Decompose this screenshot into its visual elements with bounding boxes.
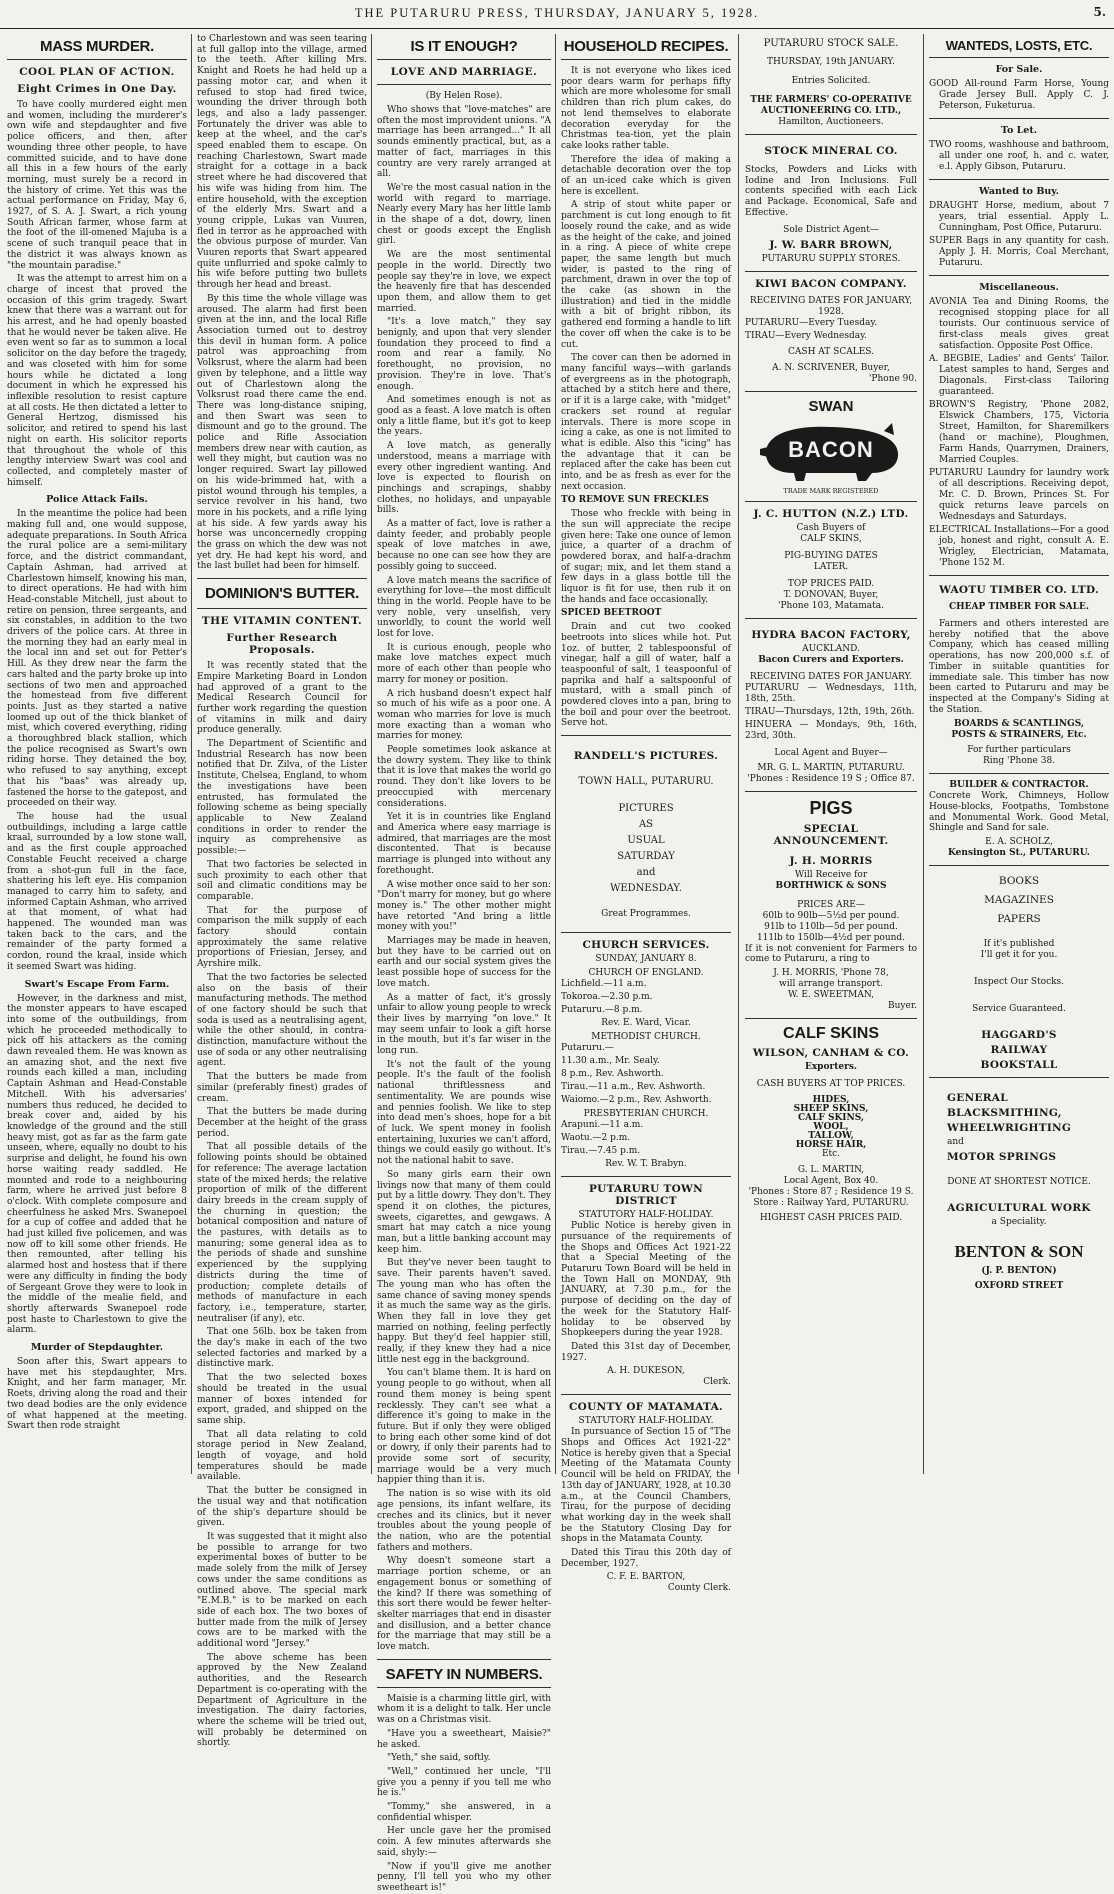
ad-title: PIGS — [809, 797, 853, 818]
divider — [745, 1018, 917, 1019]
ad-line: Sole District Agent— — [783, 224, 879, 235]
article-subhead: Eight Crimes in One Day. — [17, 83, 177, 95]
ad-title: RANDELL'S PICTURES. — [573, 750, 719, 763]
ad-item: TALLOW, — [808, 1130, 854, 1141]
masthead — [0, 0, 1114, 29]
ad-line: 'Phone 103, Matamata. — [778, 600, 884, 611]
ad-line: Bacon Curers and Exporters. — [758, 654, 904, 665]
paragraph: "Have you a sweetheart, Maisie?" he asked. — [377, 1728, 551, 1750]
column-household — [558, 34, 734, 1594]
ad-line: 'Phones : Store 87 ; Residence 19 S. — [748, 1186, 914, 1197]
church-name: PRESBYTERIAN CHURCH. — [583, 1109, 709, 1120]
ad-line: and — [947, 1137, 964, 1148]
ad-line: CHEAP TIMBER FOR SALE. — [948, 602, 1089, 612]
ad-body: Farmers and others interested are hereby notified that the above Company, which has ceased milling operations, has now 200,000 s.f. of Timber in suitable quantities for immediate sale. This timber has now been carted to Putaruru and may be inspected at the Company's Siding at the Station. — [929, 619, 1109, 715]
column-rule — [371, 34, 372, 1474]
ad-line: AGRICULTURAL WORK — [947, 1202, 1091, 1215]
paragraph: "Now if you'll give me another penny, I'll tell you who my other sweetheart is!" — [377, 1861, 551, 1893]
paragraph: It's not the fault of the young people. It's the fault of the foolish national thriftlessness and sentimentality. We are pounds wise and pennies foolish. We like to step into dead men's shoes, hope for a bit of luck. We spent money in foolish entertaining, luxuries we can't afford, things we could easily go without. It's not the national habit to save. — [377, 1059, 551, 1167]
paragraph: That the butter be consigned in the usual way and that notification of the ship's departure should be given. — [197, 1486, 367, 1529]
classified-ad: PUTARURU Laundry for laundry work of all descriptions. Receiving depot, Mr. C. D. Brown, Princes St. For quick returns leave parcels on Wednesdays and Saturdays. — [929, 468, 1109, 522]
minister: Rev. W. T. Brabyn. — [605, 1159, 687, 1170]
ad-line: USUAL — [627, 835, 665, 847]
divider — [929, 865, 1109, 866]
ad-item: Etc. — [821, 1148, 841, 1159]
notice-county — [561, 1401, 731, 1594]
classified-ad: DRAUGHT Horse, medium, about 7 years, trial essential. Apply L. Cunningham, Post Office, Putaruru. — [929, 201, 1109, 233]
ad-line: BOOKS — [998, 875, 1040, 888]
paragraph: The cover can then be adorned in many fanciful ways—with garlands of evergreens as in the photograph, attached by a stitch here and there, or if it is a large cake, with "midget" crackers set round at regular intervals. There is more scope in icing a cake, as one is not limited to what is edible. Also this "icing" has the advantage that it can be replaced after the cake has been cut into, and be as fresh as ever for the next occasion. — [561, 353, 731, 492]
paragraph: Soon after this, Swart appears to have met his stepdaughter, Mrs. Knight, and her farm manager, Mr. Roets, driving along the road and their two dead bodies are the only evidence of what happened at the meeting. Swart then rode straight — [7, 1357, 187, 1432]
notice-body: In pursuance of Section 15 of "The Shops and Offices Act 1921-22" Notice is hereby given that a Special Meeting of the Matamata County Council will be held on FRIDAY, the 13th day of JANUARY, 1928, at 10.30 a.m., at the Council Chambers, Tirau, for the purpose of deciding what working day in the week shall be the Statutory Closing Day for shops in the Matamata County. — [561, 1427, 731, 1545]
church-services — [561, 939, 731, 1170]
notice-title: COUNTY OF MATAMATA. — [569, 1401, 723, 1414]
paragraph: A love match means the sacrifice of everything for love—the most difficult thing in the world. People have to be very noble, very unselfish, very unworldly, to count the world well lost for love. — [377, 575, 551, 640]
divider — [929, 118, 1109, 119]
ad-body: Stocks, Powders and Licks with Iodine and Iron Inclusions. Full contents specified with each Lick and Package. Economical, Safe and Effective. — [745, 165, 917, 218]
section-headline: WANTEDS, LOSTS, ETC. — [929, 38, 1109, 58]
ad-line: SATURDAY — [617, 851, 675, 863]
divider — [929, 575, 1109, 576]
article-headline: DOMINION'S BUTTER. — [205, 585, 359, 603]
ad-line: PUTARURU—Every Tuesday. — [745, 317, 878, 328]
paragraph: Drain and cut two cooked beetroots into slices while hot. Put 1oz. of butter, 2 tablespoonsful of vinegar, half a gill of water, half a teaspoonful of salt, 1 teaspoonful of paprika and half a saltspoonful of mustard, with a small pinch of powdered cloves into a pan, bring to the boil and pour over the beetroot. Serve hot. — [561, 622, 731, 729]
paragraph: "Tommy," she answered, in a confidential whisper. — [377, 1802, 551, 1823]
trade-mark: TRADE MARK REGISTERED — [783, 486, 879, 495]
ad-item: WOOL, — [813, 1121, 849, 1132]
ad-item: HORSE HAIR, — [795, 1139, 867, 1150]
ad-line: OXFORD STREET — [974, 1281, 1064, 1292]
classified-ad: TWO rooms, washhouse and bathroom, all under one roof, h. and c. water, e.l. Apply Gibson, Putaruru. — [929, 140, 1109, 172]
notice-sign: C. F. E. BARTON, — [606, 1572, 686, 1583]
paragraph: "It's a love match," they say benignly, and upon that very slender foundation they proceed to find a room and rear a family. No forethought, no provision, no provision. They're in love. That's enough. — [377, 317, 551, 392]
service-time: Putaruru.—8 p.m. — [561, 1005, 643, 1016]
category-heading: Miscellaneous. — [979, 282, 1059, 293]
ad-line: 'Phone 90. — [868, 373, 917, 384]
service-time: 11.30 a.m., Mr. Sealy. — [561, 1056, 660, 1067]
service-time: Lichfield.—11 a.m. — [561, 979, 647, 990]
church-date: SUNDAY, JANUARY 8. — [595, 954, 697, 965]
ad-line: W. E. SWEETMAN, — [787, 989, 875, 1000]
paragraph: Maisie is a charming little girl, with whom it is a delight to talk. Her uncle was on a Christmas visit. — [377, 1693, 551, 1726]
notice-title: PUTARURU TOWN DISTRICT — [588, 1183, 704, 1208]
ad-title: WAOTU TIMBER CO. LTD. — [939, 584, 1099, 596]
ad-body: If it is not convenient for Farmers to come to Putaruru, a ring to — [745, 943, 917, 965]
ad-title: PUTARURU STOCK SALE. — [763, 38, 899, 49]
ad-line: HINUERA — Mondays, 9th, 16th, 23rd, 30th. — [745, 719, 917, 741]
paragraph: "Well," continued her uncle, "I'll give you a penny if you tell me who he is." — [377, 1766, 551, 1799]
notice-town-district — [561, 1183, 731, 1388]
paragraph: A wise mother once said to her son: "Don't marry for money, but go where money is." The other mother might have retorted "And bring a little money with you!" — [377, 879, 551, 933]
ad-line: 60lb to 90lb—5½d per pound. — [762, 910, 900, 921]
ad-tagline: Great Programmes. — [601, 909, 691, 920]
ad-line: WILSON, CANHAM & CO. — [752, 1046, 910, 1059]
service-time: Tirau.—7.45 p.m. — [561, 1146, 641, 1157]
ad-line: TIRAU—Thursdays, 12th, 19th, 26th. — [745, 706, 915, 717]
ad-line: PICTURES — [618, 803, 674, 815]
service-time: Arapuni.—11 a.m. — [561, 1120, 644, 1131]
notice-role: Clerk. — [703, 1377, 731, 1388]
ad-line: BOARDS & SCANTLINGS, — [953, 719, 1085, 730]
ad-line: BORTHWICK & SONS — [775, 880, 887, 891]
ad-line: J. W. BARR BROWN, — [769, 238, 893, 251]
paragraph: It was the attempt to arrest him on a charge of incest that proved the occasion of this grim tragedy. Swart knew that there was a warrant out for his arrest, and he had openly boasted that he would never be taken alive. He even went so far as to summon a local solicitor on the day before the tragedy, and was closeted with him for some hours while he dictated a long document in which he expressed his inflexible resolution to resist capture at all costs. He then dictated a letter to General Hertzog, dismissed his solicitor, and retired to spend his last night on earth. His solicitor reports that throughout the whole of this lengthy interview Swart was cool and collected, and completely master of himself. — [7, 274, 187, 488]
ad-line: BLACKSMITHING, — [947, 1107, 1062, 1120]
column-mass-murder — [4, 34, 190, 1474]
paragraph: That the butters be made from similar (preferably finest) grades of cream. — [197, 1072, 367, 1104]
paragraph: That one 56lb. box be taken from the day's make in each of the two selected factories and marked by a distinctive mark. — [197, 1327, 367, 1370]
ad-line: THE FARMERS' CO-OPERATIVE AUCTIONEERING CO. LTD., — [750, 95, 912, 116]
column-dominion-butter — [194, 34, 370, 1749]
ad-title: KIWI BACON COMPANY. — [755, 277, 907, 290]
ad-line: (J. P. BENTON) — [981, 1266, 1057, 1277]
article-headline: SAFETY IN NUMBERS. — [377, 1666, 551, 1688]
paragraph: The Department of Scientific and Industrial Research has now been notified that Dr. Zilva, of the Lister Institute, Chelsea, England, to whom the investigations have been entrusted, has formulated the following scheme as being specially applicable to New Zealand conditions in order to render the inquiry as comprehensive as possible:— — [197, 739, 367, 857]
column-rule — [191, 34, 192, 1474]
paragraph: A strip of stout white paper or parchment is cut long enough to fit loosely round the cake, and as wide as the height of the cake, and joined in a ring. A piece of white crepe paper, the same length but much wider, is pasted to the ring of parchment, drawn in over the top of the cake (as shown in the illustration) and tied in the middle with a bit of bright ribbon, its gathered end forming a handle to lift the cover off when the cake is to be cut. — [561, 200, 731, 350]
ad-line: CALF SKINS, — [800, 533, 862, 544]
article-headline: MASS MURDER. — [7, 38, 187, 60]
paragraph: You can't blame them. It is hard on young people to go without, when all round them money is being spent recklessly. They can't see what a difference it's going to make in the future. But if only they were obliged to bring each other some kind of dot or dowry, if only their parents had to provide some sort of security, marriage would be a very much happier thing than it is. — [377, 1368, 551, 1486]
ad-line: PAPERS — [997, 913, 1041, 926]
ad-title: BUILDER & CONTRACTOR. — [949, 780, 1089, 791]
notice-sign: A. H. DUKESON, — [607, 1366, 685, 1377]
divider — [377, 1659, 551, 1660]
ad-line: T. DONOVAN, Buyer, — [783, 589, 879, 600]
ad-line: E. A. SCHOLZ, — [985, 837, 1053, 848]
section-subhead: Swart's Escape From Farm. — [24, 978, 170, 990]
service-time: Waotu.—2 p.m. — [561, 1133, 631, 1144]
ad-line: HIGHEST CASH PRICES PAID. — [759, 1212, 903, 1223]
paragraph: Her uncle gave her the promised coin. A few minutes afterwards she said, shyly:— — [377, 1826, 551, 1858]
ad-line: WHEELWRIGHTING — [947, 1122, 1072, 1135]
divider — [745, 271, 917, 272]
paragraph: Who shows that "love-matches" are often the most improvident unions. "A marriage has been arranged..." It all sounds eminently practical, but, as a matter of fact, marriages in this country are very rarely arranged at all. — [377, 105, 551, 180]
paragraph: That the butters be made during December at the height of the grass period. — [197, 1107, 367, 1139]
ad-item: CALF SKINS, — [797, 1112, 865, 1123]
divider — [561, 932, 731, 933]
ad-line: and — [636, 867, 656, 879]
ad-item: SHEEP SKINS, — [793, 1103, 869, 1114]
paragraph: Yet it is in countries like England and America where easy marriage is admired, that marriages are the most discontented. That is because marriage is plunged into without any forethought. — [377, 812, 551, 876]
divider — [745, 391, 917, 392]
paragraph: Marriages may be made in heaven, but they have to be carried out on earth and our social system gives the least possible hope of success for the love match. — [377, 936, 551, 989]
notice-dated: Dated this 31st day of December, 1927. — [561, 1341, 731, 1363]
ad-line: Will Receive for — [794, 869, 868, 880]
column-rule — [555, 34, 556, 1474]
paragraph: Why doesn't someone start a marriage portion scheme, or an engagement bonus or something of the kind? If there was something of this sort there would be fewer helter-skelter marriages that end in disaster and disillusion, and a better chance for the marriage that may still be a love match. — [377, 1556, 551, 1653]
ad-line: PRICES ARE— — [797, 899, 865, 910]
divider — [377, 84, 551, 85]
ad-line: CASH BUYERS AT TOP PRICES. — [756, 1078, 906, 1089]
classified-ad: SUPER Bags in any quantity for cash. Apply J. H. Morris, Coal Merchant, Putaruru. — [929, 236, 1109, 268]
paragraph: It is curious enough, people who make love matches expect much more of each other than people who marry for money or position. — [377, 642, 551, 685]
ad-line: Buyer. — [888, 1000, 917, 1011]
service-time: Tokoroa.—2.30 p.m. — [561, 992, 653, 1003]
notice-sub: STATUTORY HALF-HOLIDAY. — [578, 1210, 714, 1221]
ad-line: THURSDAY, 19th JANUARY. — [767, 57, 895, 67]
ad-line: TOP PRICES PAID. — [787, 578, 875, 589]
paragraph: That all data relating to cold storage period in New Zealand, length of voyage, and hold temperatures should be made available. — [197, 1429, 367, 1483]
paragraph: But they've never been taught to save. Their parents haven't saved. The young man who has often the same chance of saving money spends it as much the same way as the girls. When they fall in love they get married on nothing, feeling perfectly happy. But they'd feel happier still, really, if they knew they had a nice little nest egg in the background. — [377, 1258, 551, 1365]
section-subhead: Police Attack Fails. — [46, 494, 148, 506]
ad-line: MR. G. L. MARTIN, PUTARURU. — [757, 762, 905, 773]
article-subhead: THE VITAMIN CONTENT. — [201, 615, 363, 628]
ad-line: WEDNESDAY. — [610, 883, 682, 895]
divider — [197, 608, 367, 609]
paragraph: To have coolly murdered eight men and women, including the murderer's own wife and stepdaughter and five police officers, and then, after wounding three other people, to have committed suicide, and to have done all this in a few hours of the early morning, must surely be a record in the history of crime. Yet this was the actual performance on Friday, May 6, 1927, of S. A. J. Swart, a rich young South African farmer, whose farm at the foot of the ill-omened Majuba is a scene of such tranquil peace that in the district it was always known as "the mountain paradise." — [7, 100, 187, 271]
divider — [745, 501, 917, 502]
classified-ad: ELECTRICAL Installations—For a good job, honest and right, consult A. E. Wrigley, Electrician, Matamata, 'Phone 152 M. — [929, 525, 1109, 568]
classified-ad: GOOD All-round Farm Horse, Young Grade Jersey Bull. Apply C. J. Peterson, Fuketurua. — [929, 79, 1109, 111]
ad-randell-pictures — [561, 750, 731, 920]
paragraph: That two factories be selected in such proximity to each other that soil and climatic conditions may be comparable. — [197, 859, 367, 902]
ad-line: Exporters. — [804, 1061, 858, 1072]
ad-line: Cash Buyers of — [796, 522, 866, 533]
ad-line: PUTARURU — Wednesdays, 11th, 18th, 25th. — [745, 682, 917, 704]
paragraph: The above scheme has been approved by the New Zealand authorities, and the Research Department is co-operating with the Department of Agriculture in the investigation. The dairy factories, where the scheme will be tried out, will probably be determined on shortly. — [197, 1652, 367, 1749]
ad-line: 111lb to 150lb—4½d per pound. — [756, 932, 906, 943]
article-headline: HOUSEHOLD RECIPES. — [561, 38, 731, 60]
ad-line: will arrange transport. — [779, 978, 883, 989]
ad-title: BENTON & SON — [954, 1242, 1084, 1262]
column-classifieds — [926, 34, 1112, 1474]
ad-line: G. L. MARTIN, — [797, 1164, 865, 1175]
swan-bacon-logo — [745, 398, 917, 495]
paragraph: That the two selected boxes should be treated in the usual manner of boxes intended for export, graded, and shipped on the same ship. — [197, 1373, 367, 1426]
ad-line: AS — [638, 819, 654, 831]
church-title: CHURCH SERVICES. — [582, 939, 710, 952]
ad-line: Entries Solicited. — [791, 76, 871, 86]
paragraph: A love match, as generally understood, means a marriage with every other ingredient wanting. And love is expected to flourish on pinchings and scrapings, shabby clothes, no holidays, and unpayable bills. — [377, 441, 551, 516]
ad-line: RECEIVING DATES FOR JANUARY, 1928. — [749, 295, 913, 317]
ad-item: HIDES, — [812, 1094, 850, 1105]
ad-line: DONE AT SHORTEST NOTICE. — [947, 1177, 1091, 1188]
paragraph: We're the most casual nation in the world with regard to marriage. Nearly every Mary has her little lamb in the shape of a dot, dowry, linen chest or goods except the English girl. — [377, 182, 551, 247]
ad-line: RECEIVING DATES FOR JANUARY. — [749, 671, 913, 682]
recipe-title: SPICED BEETROOT — [561, 608, 662, 619]
paragraph: As a matter of fact, it's grossly unfair to allow young people to wreck their lives by marrying "on love." It may seem unfair to look a gift horse in the mouth, but it's far wiser in the long run. — [377, 992, 551, 1057]
ad-line: MAGAZINES — [984, 894, 1054, 907]
paragraph: It is not everyone who likes iced poor dears warm for perhaps fifty which are more wholesome for small children than rich plum cakes, do not lend themselves to elaborate decoration everyday for the Christmas tea-tion, yet the plain cake looks rather table. — [561, 66, 731, 151]
ad-line: SPECIAL ANNOUNCEMENT. — [773, 822, 889, 847]
notice-sub: STATUTORY HALF-HOLIDAY. — [578, 1416, 714, 1427]
paragraph: In the meantime the police had been making full and, one would suppose, adequate preparations. In South Africa the rural police are a semi-military force, and the district commandant, Captain Ashman, had arrived at Charlestown himself, knowing his man, to direct operations. He had with him Head-constable Mitchell, just about to retire on pension, three sergeants, and six constables, in addition to the two drivers of the police cars. At three in the morning they had an early meal in the local inn and set out for Petter's Hill. As they drew near the farm the cars halted and the party broke up into sections of two men and approached the homestead from five different points. Just as they started a native loomed up out of the thick blanket of mist, which covered everything, riding a thoroughbred black stallion, which the police recognised as Swart's own riding horse. They detained the boy, who refused to say anything, except that his "baas" was already up, fastened the horse to the gatepost, and proceeded on their way. — [7, 509, 187, 809]
notice-dated: Dated this Tirau this 20th day of December, 1927. — [561, 1548, 731, 1569]
ad-line: Hamilton, Auctioneers. — [778, 117, 884, 127]
service-time: Putaruru.— — [561, 1043, 614, 1054]
divider — [745, 791, 917, 792]
paragraph: Therefore the idea of making a detachable decoration over the top of an un-iced cake which is given here is excellent. — [561, 154, 731, 197]
column-is-it-enough — [374, 34, 554, 1893]
byline: (By Helen Rose). — [425, 91, 503, 101]
paragraph: We are the most sentimental people in the world. Directly two people say they're in love, we expect the heavenly fire that has descended upon them, and allow them to get married. — [377, 250, 551, 314]
divider — [561, 1176, 731, 1177]
divider — [745, 134, 917, 135]
church-name: CHURCH OF ENGLAND. — [588, 968, 704, 979]
service-time: Waiomo.—2 p.m., Rev. Ashworth. — [561, 1095, 712, 1106]
ad-line: BOOKSTALL — [980, 1059, 1058, 1072]
masthead-title: THE PUTARURU PRESS, THURSDAY, JANUARY 5, 1928. — [354, 6, 760, 20]
divider — [929, 1077, 1109, 1078]
minister: Rev. E. Ward, Vicar. — [601, 1018, 691, 1029]
paragraph: By this time the whole village was aroused. The alarm had first been given at the inn, and the local Rifle Association turned out to destroy this devil in human form. A police patrol was approaching from Volksrust, where the alarm had been given by telephone, and a little way out of Charlestown along the Volksrust road there came the end. There was long-distance sniping, and then Swart was seen to dismount and go to the ground. The police and Rifle Association members drew near with caution, as well they might, but caution was no longer required. Swart lay pillowed on his wide-brimmed hat, with a pistol wound through his temples, a service revolver in his hand, two more in his pockets, and a rifle lying at his side. A few yards away his horse was unconcernedly cropping the grass on which the dew was not yet dry. He had kept his word, and the last bullet had been for himself. — [197, 293, 367, 572]
article-subhead: COOL PLAN OF ACTION. — [19, 66, 175, 78]
article-subhead: Further Research Proposals. — [226, 632, 338, 657]
ad-body: Concrete Work, Chimneys, Hollow House-blocks, Footpaths, Tombstone and Monumental Work. Good Metal, Shingle and Sand for sale. — [929, 791, 1109, 834]
logo-word: SWAN — [808, 397, 854, 415]
paragraph: A rich husband doesn't expect half so much of his wife as a poor one. A woman who marries for love is much more exacting than a woman who marries for money. — [377, 688, 551, 742]
classified-ad: BROWN'S Registry, 'Phone 2082, Elswick Chambers, 175, Victoria Street, Hamilton, for Sharemilkers (hand or machine), Ploughmen, Farm Hands, Quarrymen, Drainers, Married Couples. — [929, 400, 1109, 465]
service-time: Tirau.—11 a.m., Rev. Ashworth. — [561, 1082, 706, 1093]
ad-title: HYDRA BACON FACTORY, — [751, 628, 911, 641]
ad-item-list — [745, 1096, 917, 1159]
ad-benton — [929, 1092, 1109, 1292]
ad-line: TIRAU—Every Wednesday. — [745, 330, 867, 341]
ad-line: Store : Railway Yard, PUTARURU. — [753, 1197, 909, 1208]
ad-line: I'll get it for you. — [980, 950, 1058, 961]
ad-title: J. C. HUTTON (N.Z.) LTD. — [753, 507, 909, 520]
ad-line: PUTARURU SUPPLY STORES. — [761, 253, 901, 264]
ad-line: J. H. MORRIS — [789, 854, 873, 867]
category-heading: To Let. — [1000, 125, 1038, 136]
paragraph: The nation is so wise with its old age pensions, its infant welfare, its creches and its clinics, but it never troubles about the young people of the nation, who are the potential fathers and mothers. — [377, 1489, 551, 1553]
ad-line: GENERAL — [947, 1092, 1008, 1105]
paragraph: People sometimes look askance at the dowry system. They like to think that it is love that makes the world go round. They don't like lovers to be preoccupied with mercenary considerations. — [377, 745, 551, 809]
ad-line: 'Phones : Residence 19 S ; Office 87. — [747, 773, 915, 784]
ad-line: MOTOR SPRINGS — [947, 1151, 1057, 1164]
paragraph: As a matter of fact, love is rather a dainty feeder, and probably people speak of love matches in awe, because no one can see how they are possibly going to succeed. — [377, 519, 551, 572]
ad-title: CALF SKINS — [783, 1024, 879, 1042]
ad-line: Kensington St., PUTARURU. — [948, 848, 1090, 859]
paragraph: "Yeth," she said, softly. — [387, 1753, 491, 1764]
paragraph: That the two factories be selected also on the basis of their manufacturing methods. The method of one factory should be such that soda is used as a neutralising agent, while the other should, in contra-distinction, manufacture without the use of soda or any other neutralising agent. — [197, 972, 367, 1069]
page-number: 5. — [1093, 5, 1106, 19]
classified-ad: AVONIA Tea and Dining Rooms, the recognised stopping place for all tourists. Our continuous service of first-class meals gives great satisfaction. Opposite Post Office. — [929, 297, 1109, 351]
ad-line: J. H. MORRIS, 'Phone 78, — [773, 967, 889, 978]
ad-line: Inspect Our Stocks. — [973, 977, 1065, 988]
paragraph: to Charlestown and was seen tearing at full gallop into the village, armed to the teeth. After killing Mrs. Knight and Roets he had held up a passing motor car, and when it refused to stop had fired twice, wounding the driver through both legs, and also a lady passenger. Fortunately the driver was able to keep at the wheel, and the car's speed enabled them to escape. On reaching Charlestown, Swart made straight for a cottage in a back street where he had discovered that his wife was hiding from him. The entire household, with the exception of the elderly Mrs. Swart and a young cripple, Lukas van Vuuren, fled in terror as he approached with the obvious purpose of murder. Van Vuuren reports that Swart appeared quite unflurried and spoke calmly to his wife before putting two bullets through her head and breast. — [197, 34, 367, 291]
classified-ad: A. BEGBIE, Ladies' and Gents' Tailor. Latest samples to hand, Serges and Diagonals. First-class Tailoring guaranteed. — [929, 354, 1109, 397]
ad-line: PIG-BUYING DATES — [784, 550, 878, 561]
divider — [197, 578, 367, 579]
paragraph: That for the purpose of comparison the milk supply of each factory should contain approximately the same relative proportions of Friesian, Jersey, and Ayrshire milk. — [197, 905, 367, 970]
ad-line: Ring 'Phone 38. — [982, 756, 1056, 767]
divider — [561, 735, 731, 736]
paragraph: Those who freckle with being in the sun will appreciate the recipe given here: Take one ounce of lemon juice, a quarter of a drachm of powdered borax, and half-a-drachm of sugar; mix, and let them stand a few days in a glass bottle till the liquor is fit for use, then rub it on the hands and face occasionally. — [561, 509, 731, 605]
paragraph: However, in the darkness and mist, the monster appears to have escaped into some of the outbuildings, from which he proceeded methodically to pick off his attackers as the coming dawn revealed them. He was known as an amazing shot, and the next five rounds each killed a man, including Captain Ashman and Head-Constable Mitchell. With his adversaries' numbers thus reduced, he decided to break cover and, aided by his knowledge of the ground and the still heavy mist, got as far as the farm gate unseen, where, equally no doubt to his surprise and delight, he found his own horse waiting ready saddled. He mounted and rode to a neighbouring farm, where he arrived just before 8 o'clock. With complete composure and cheerfulness he asked Mrs. Swanepoel for a cup of coffee and added that he had just killed five policemen, and was now off to kill some other friends. He then remounted, after telling his alarmed host and hostess that if there were any difficulty in finding the body of Sergeant Grove they were to look in the middle of the mealie field, and shortly afterwards Swanepoel rode post haste to Charlestown to give the alarm. — [7, 993, 187, 1336]
ad-line: For further particulars — [967, 745, 1071, 756]
divider — [929, 773, 1109, 774]
ad-line: A. N. SCRIVENER, Buyer, — [772, 362, 890, 373]
article-subhead: LOVE AND MARRIAGE. — [390, 66, 538, 78]
divider — [745, 618, 917, 619]
column-rule — [923, 34, 924, 1474]
paragraph: So many girls earn their own livings now that many of them could put by a little dowry. They don't. They spend it on clothes, the pictures, sweets, cigarettes, and gewgaws. A smart hat may catch a nice young man, but a little banking account may keep him. — [377, 1169, 551, 1255]
column-ads-stock — [742, 34, 920, 1474]
church-name: METHODIST CHURCH. — [591, 1032, 701, 1043]
ad-line: AUCKLAND. — [802, 643, 860, 654]
paragraph: The house had the usual outbuildings, including a large cattle kraal, surrounded by a low stone wall, and as the first couple approached Constable Feucht received a charge from a shot-gun full in the face, shattering his left eye. His companion managed to carry him to safety, and informed Captain Ashman, who arrived at that moment, of what had happened. The wounded man was taken back to the cars, and the remainder of the party formed a cordon, round the kraal, inside which it seemed Swart was hiding. — [7, 812, 187, 972]
ad-line: CASH AT SCALES. — [788, 346, 874, 357]
notice-body: Public Notice is hereby given in pursuance of the requirements of the Shops and Offices Act 1921-22 that a Special Meeting of the Putaruru Town Board will be held in the Town Hall on MONDAY, 9th JANUARY, at 7.30 p.m., for the purpose of deciding on the day of the week for the Statutory Half-holiday to be observed by Shopkeepers during the year 1928. — [561, 1221, 731, 1339]
ad-line: RAILWAY — [990, 1044, 1048, 1057]
ad-venue: TOWN HALL, PUTARURU. — [578, 776, 714, 788]
category-heading: Wanted to Buy. — [979, 186, 1059, 197]
ad-line: Local Agent and Buyer— — [774, 747, 888, 758]
recipe-title: TO REMOVE SUN FRECKLES — [561, 495, 709, 506]
paragraph: It was suggested that it might also be possible to arrange for two experimental boxes of butter to be made solely from the milk of Jersey cows under the same conditions as outlined above. The special mark "E.M.B." is to be marked on each side of each box. The two boxes of butter made from the milk of Jersey cows are to be marked with the additional word "Jersey." — [197, 1532, 367, 1650]
ad-bookstall — [929, 876, 1109, 1071]
ad-line: HAGGARD'S — [981, 1029, 1057, 1042]
notice-role: County Clerk. — [667, 1583, 731, 1594]
divider — [561, 1394, 731, 1395]
ad-line: If it's published — [983, 939, 1055, 950]
paragraph: And sometimes enough is not as good as a feast. A love match is often only a little flame, but it's got to keep the years. — [377, 395, 551, 438]
ad-line: POSTS & STRAINERS, Etc. — [951, 730, 1087, 741]
ad-line: a Speciality. — [991, 1217, 1047, 1228]
section-subhead: Murder of Stepdaughter. — [30, 1342, 164, 1354]
ad-line: LATER. — [813, 561, 849, 572]
divider — [929, 275, 1109, 276]
ad-title: STOCK MINERAL CO. — [764, 145, 898, 157]
service-time: 8 p.m., Rev. Ashworth. — [561, 1069, 664, 1080]
ad-line: Local Agent, Box 40. — [783, 1175, 879, 1186]
paragraph: It was recently stated that the Empire Marketing Board in London had approved of a grant to the Medical Research Council for further work regarding the question of vitamins in milk and dairy produce generally. — [197, 661, 367, 736]
article-headline: IS IT ENOUGH? — [377, 38, 551, 60]
paragraph: That all possible details of the following points should be obtained for reference: The average lactation state of the mixed herds; the relative proportion of milk of the different dairy breeds in the cream supply of the churning in question; the botanical composition and nature of the pastures, with details as to manuring; some general idea as to the periods of shade and sunshine experienced by the supplying districts during the time of production; complete details of methods of manufacture in each factory, i.e., temperature, starter, neutraliser (if any), etc. — [197, 1142, 367, 1324]
ad-line: 91lb to 110lb—5d per pound. — [764, 921, 898, 932]
divider — [929, 179, 1109, 180]
ad-line: Service Guaranteed. — [972, 1004, 1066, 1015]
category-heading: For Sale. — [995, 64, 1043, 75]
column-rule — [738, 34, 739, 1474]
